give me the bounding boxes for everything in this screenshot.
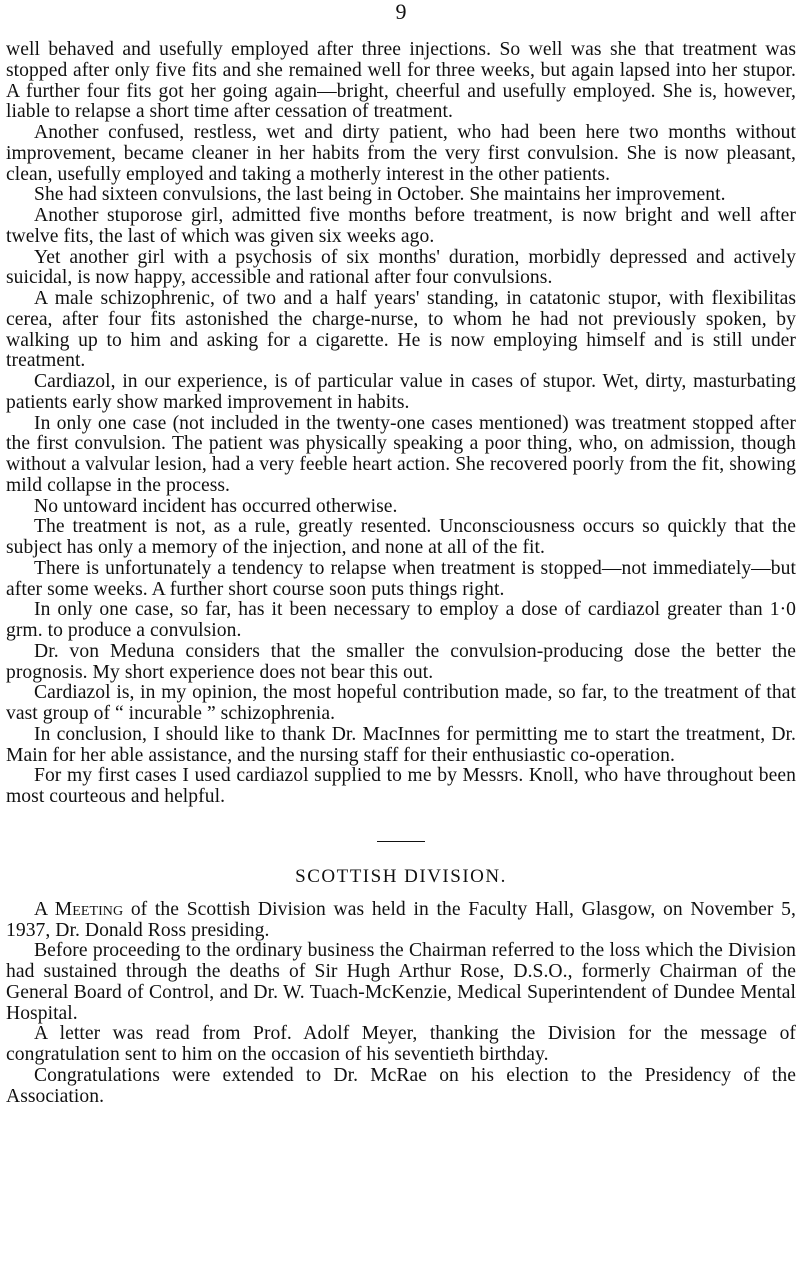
- paragraph: well behaved and usefully employed after three injections. So well was she that treatment was stopped after only five fits and she remained well for three weeks, but again lapsed into her stupor. A further four fits got her going again—bright, cheerful and usefully employed. She is, however, liable to relapse a short time after cessation of treatment.: [6, 39, 796, 123]
- paragraph: Before proceeding to the ordinary business the Chairman referred to the loss which the Division had sustained through the deaths of Sir Hugh Arthur Rose, D.S.O., formerly Chairman of the General Board of Control, and Dr. W. Tuach-McKenzie, Medical Superintendent of Dundee Mental Hospital.: [6, 940, 796, 1024]
- paragraph: A male schizophrenic, of two and a half years' standing, in catatonic stupor, with flexibilitas cerea, after four fits astonished the charge-nurse, to whom he had not previously spoken, by walking up to him and asking for a cigarette. He is now employing himself and is still under treatment.: [6, 288, 796, 372]
- paragraph: She had sixteen convulsions, the last being in October. She maintains her improvement.: [34, 184, 726, 206]
- paragraph: Dr. von Meduna considers that the smaller the convulsion-producing dose the better the prognosis. My short experience does not bear this out.: [6, 640, 796, 683]
- page: [6, 0, 796, 1266]
- paragraph: Another stuporose girl, admitted five months before treatment, is now bright and well after twelve fits, the last of which was given six weeks ago.: [6, 205, 796, 247]
- paragraph: For my first cases I used cardiazol supplied to me by Messrs. Knoll, who have throughout been most courteous and helpful.: [6, 765, 796, 807]
- lead-small-caps: A Meeting: [34, 898, 124, 920]
- paragraph: Cardiazol is, in my opinion, the most hopeful contribution made, so far, to the treatment of that vast group of “ incurable ” schizophrenia.: [6, 682, 796, 724]
- page-number: 9: [395, 0, 407, 24]
- section-body: [6, 900, 796, 1108]
- paragraph: In conclusion, I should like to thank Dr. MacInnes for permitting me to start the treatment, Dr. Main for her able assistance, and the nursing staff for their enthusiastic co-operation.: [6, 723, 796, 766]
- paragraph: In only one case, so far, has it been necessary to employ a dose of cardiazol greater than 1·0 grm. to produce a convulsion.: [6, 599, 796, 641]
- paragraph: Cardiazol, in our experience, is of particular value in cases of stupor. Wet, dirty, masturbating patients early show marked improvement in habits.: [6, 371, 796, 413]
- paragraph: In only one case (not included in the twenty-one cases mentioned) was treatment stopped after the first convulsion. The patient was physically speaking a poor thing, who, on admission, though without a valvular lesion, had a very feeble heart action. She recovered poorly from the fit, showing mild collapse in the process.: [6, 412, 796, 496]
- paragraph: Yet another girl with a psychosis of six months' duration, morbidly depressed and actively suicidal, is now happy, accessible and rational after four convulsions.: [6, 246, 796, 289]
- section-heading: SCOTTISH DIVISION.: [295, 865, 507, 887]
- paragraph: No untoward incident has occurred otherwise.: [34, 495, 398, 517]
- article-body: [6, 40, 796, 808]
- paragraph: Another confused, restless, wet and dirty patient, who had been here two months without improvement, became cleaner in her habits from the very first convulsion. She is now pleasant, clean, usefully employed and taking a motherly interest in the other patients.: [6, 122, 796, 185]
- paragraph: Congratulations were extended to Dr. McRae on his election to the Presidency of the Association.: [6, 1064, 796, 1107]
- paragraph: There is unfortunately a tendency to relapse when treatment is stopped—not immediately—but after some weeks. A further short course soon puts things right.: [6, 557, 796, 600]
- section-divider: [377, 841, 425, 842]
- lead-text: of the Scottish Division was held in the Faculty Hall, Glasgow, on November 5, 1937, Dr. Donald Ross presiding.: [6, 898, 796, 941]
- paragraph: A letter was read from Prof. Adolf Meyer, thanking the Division for the message of congratulation sent to him on the occasion of his seventieth birthday.: [6, 1023, 796, 1065]
- paragraph: [6, 900, 796, 942]
- paragraph: The treatment is not, as a rule, greatly resented. Unconsciousness occurs so quickly that the subject has only a memory of the injection, and none at all of the fit.: [6, 516, 796, 558]
